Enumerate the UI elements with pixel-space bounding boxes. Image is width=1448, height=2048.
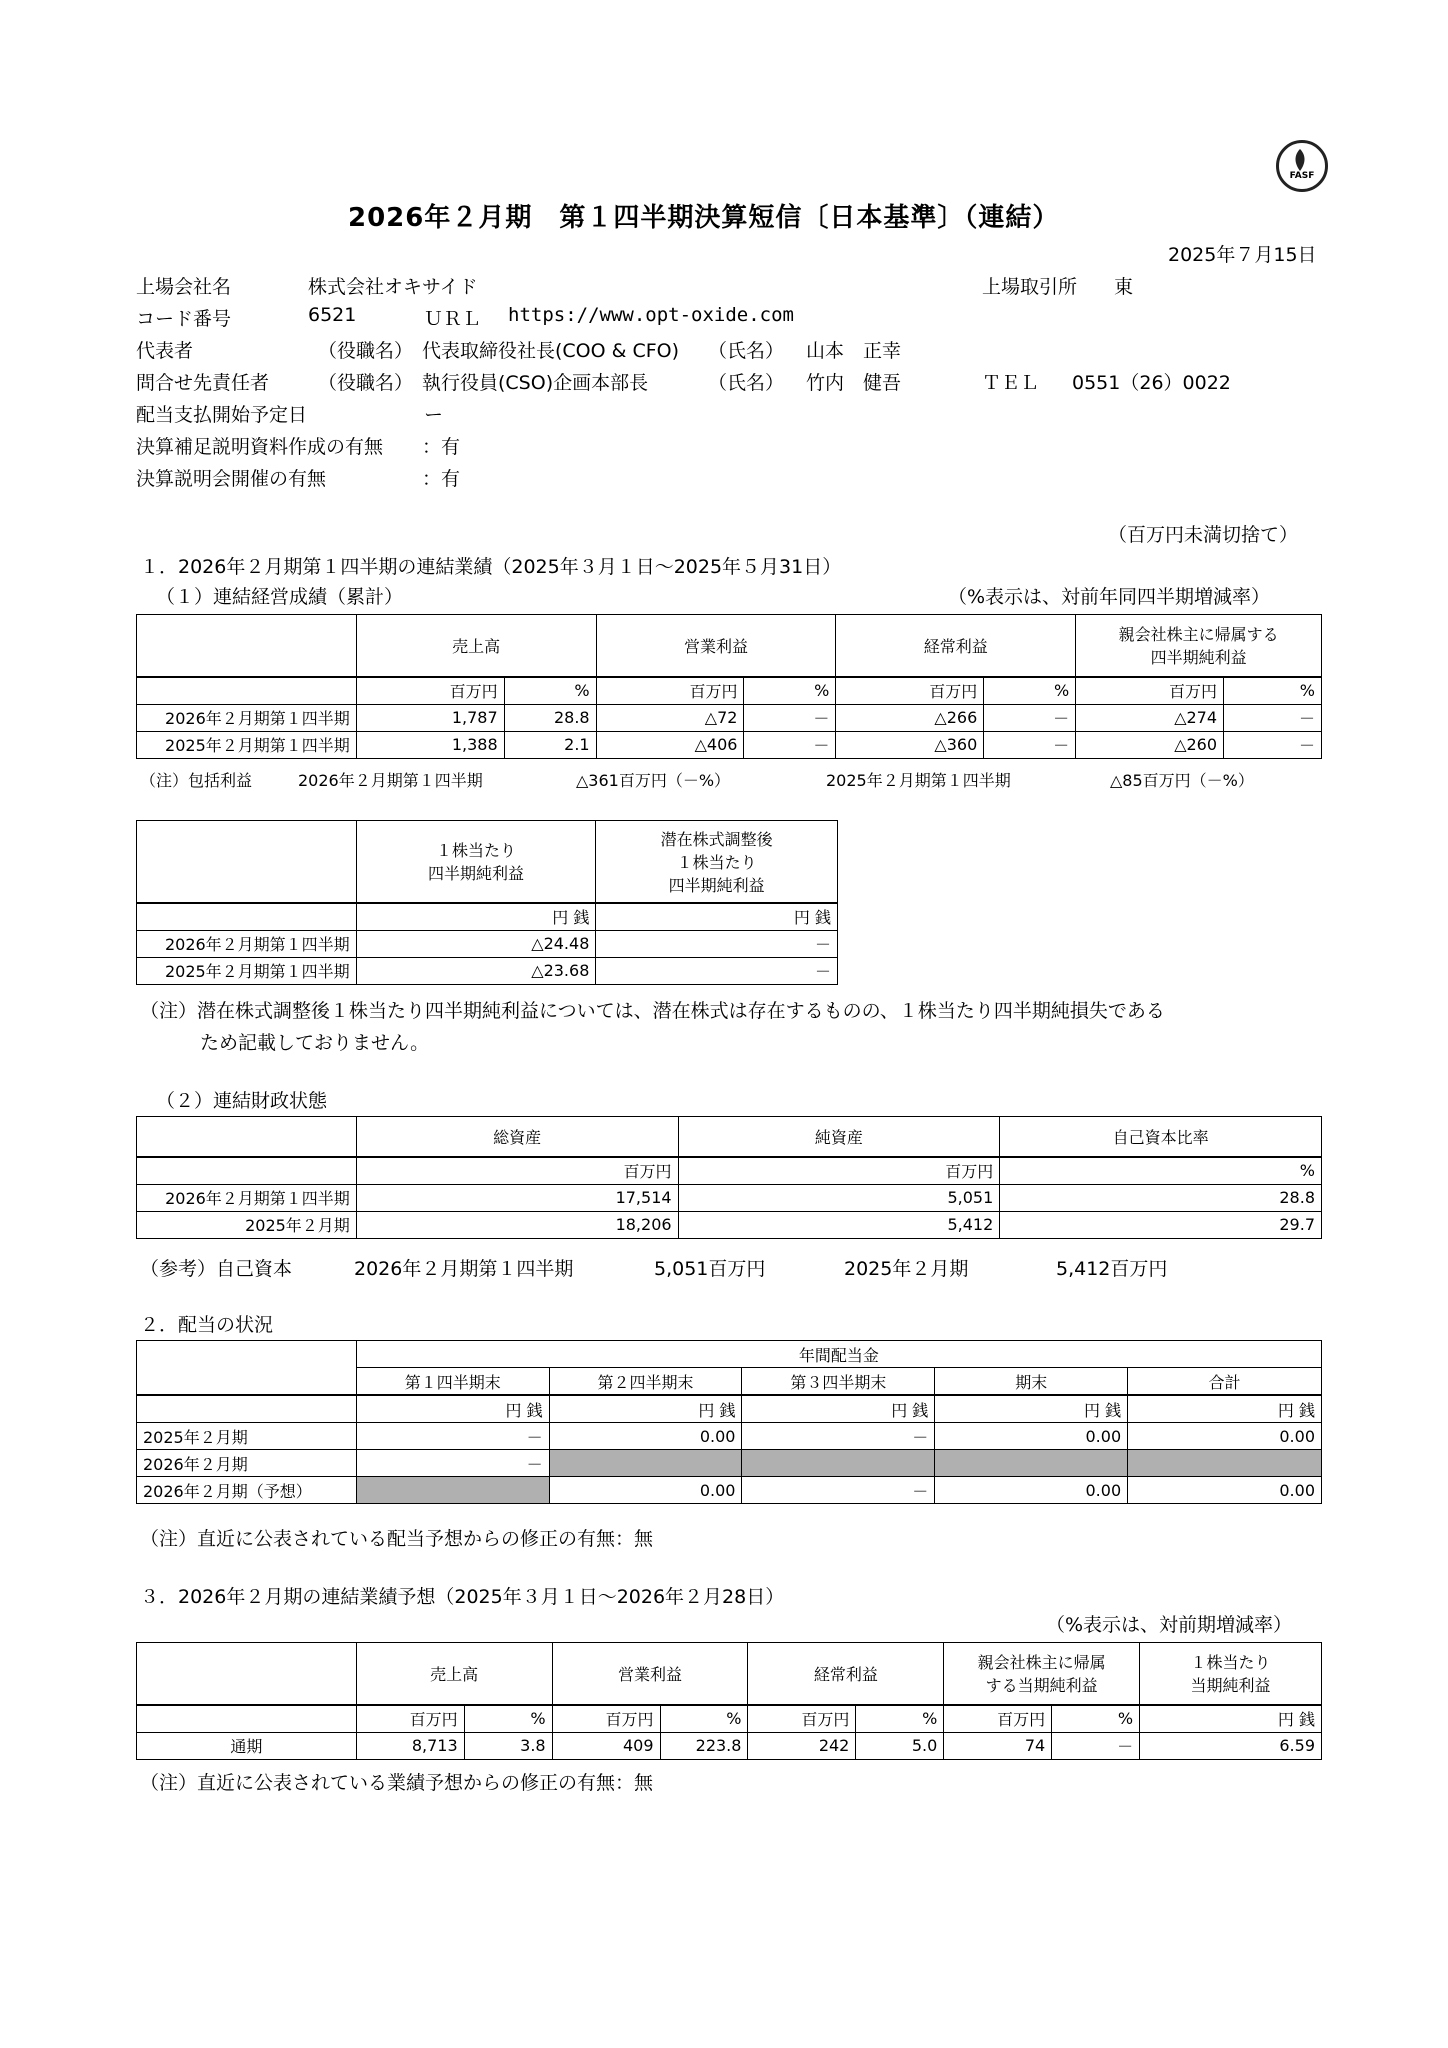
contact-title-label: （役職名） [318, 372, 414, 394]
unit-cell: 円 銭 [1128, 1395, 1322, 1423]
value-cell: △23.68 [356, 957, 596, 984]
code: 6521 [308, 304, 357, 326]
row-label: 2026年２月期第１四半期 [137, 930, 357, 957]
rep-name-label: （氏名） [708, 340, 785, 362]
header-blank [137, 1643, 357, 1705]
header-net-assets: 純資産 [678, 1117, 1000, 1157]
shaded-cell [742, 1450, 935, 1477]
value-cell: 223.8 [660, 1732, 748, 1759]
report-date: 2025年７月15日 [1168, 244, 1317, 266]
header-ord-profit: 経常利益 [836, 615, 1076, 677]
row-label: 2025年２月期第１四半期 [137, 731, 357, 758]
value-cell: － [742, 1423, 935, 1450]
ref-value2: 5,412百万円 [1056, 1258, 1168, 1280]
value-cell: 5,412 [678, 1211, 1000, 1238]
exchange: 東 [1114, 276, 1134, 298]
contact-title: 執行役員(CSO)企画本部長 [422, 372, 649, 394]
unit-cell: % [744, 677, 836, 705]
header-total-assets: 総資産 [356, 1117, 678, 1157]
header-net-profit-line1: 親会社株主に帰属 [977, 1653, 1106, 1673]
header-blank [137, 1117, 357, 1157]
contact-name: 竹内 健吾 [806, 372, 902, 394]
fasf-logo [1276, 140, 1328, 192]
row-label: 2026年２月期第１四半期 [137, 1184, 357, 1211]
value-cell: 1,787 [356, 704, 504, 731]
value-cell: － [596, 957, 838, 984]
unit-cell: 百万円 [356, 1157, 678, 1185]
exchange-label: 上場取引所 [982, 276, 1078, 298]
value-cell: △360 [836, 731, 984, 758]
supp-label: 決算補足説明資料作成の有無 [136, 436, 384, 458]
eps-note-line1: （注）潜在株式調整後１株当たり四半期純利益については、潜在株式は存在するものの、１株当たり四半期純損失である [140, 1000, 1165, 1022]
row-label: 2025年２月期第１四半期 [137, 957, 357, 984]
unit-cell: 円 銭 [596, 903, 838, 931]
header-eps [356, 821, 596, 903]
unit-cell: % [660, 1705, 748, 1733]
tel-label: ＴＥＬ [982, 372, 1040, 394]
value-cell: 8,713 [356, 1732, 464, 1759]
dividend-table [136, 1340, 1322, 1504]
unit-cell: % [984, 677, 1076, 705]
value-cell: － [984, 704, 1076, 731]
sec1-sub1: （１）連結経営成績（累計） [156, 586, 404, 608]
sec1-title: １．2026年２月期第１四半期の連結業績（2025年３月１日～2025年５月31日） [140, 556, 842, 578]
value-cell: 5,051 [678, 1184, 1000, 1211]
header-diluted-line2: １株当たり [676, 852, 757, 872]
supp-value: ：有 [422, 436, 461, 458]
header-net-profit-line2: する当期純利益 [985, 1676, 1098, 1696]
comp-income-cur-period: 2026年２月期第１四半期 [298, 771, 483, 790]
header-net-profit-line2: 四半期純利益 [1150, 648, 1247, 668]
unit-cell: % [1000, 1157, 1322, 1185]
contact-name-label: （氏名） [708, 372, 785, 394]
unit-cell: 円 銭 [742, 1395, 935, 1423]
value-cell: 0.00 [1128, 1423, 1322, 1450]
company-name: 株式会社オキサイド [308, 276, 478, 298]
value-cell: 29.7 [1000, 1211, 1322, 1238]
sec3-note-top: （%表示は、対前期増減率） [1046, 1614, 1293, 1636]
value-cell: 6.59 [1140, 1732, 1322, 1759]
value-cell: 17,514 [356, 1184, 678, 1211]
eps-table [136, 820, 838, 985]
ref-label: （参考）自己資本 [140, 1258, 293, 1280]
rep-label: 代表者 [136, 340, 194, 362]
header-blank [137, 821, 357, 903]
value-cell: － [1052, 1732, 1140, 1759]
ref-period2: 2025年２月期 [844, 1258, 969, 1280]
value-cell: － [1224, 731, 1322, 758]
dividend-date: ー [424, 404, 444, 426]
comp-income-prev-value: △85百万円（－%） [1110, 771, 1254, 790]
unit-row-blank [137, 1157, 357, 1185]
unit-cell: % [464, 1705, 552, 1733]
value-cell: 5.0 [856, 1732, 944, 1759]
sec3-title: ３．2026年２月期の連結業績予想（2025年３月１日～2026年２月28日） [140, 1586, 785, 1608]
comp-income-prev-period: 2025年２月期第１四半期 [826, 771, 1011, 790]
value-cell: 0.00 [1128, 1477, 1322, 1504]
value-cell: △260 [1076, 731, 1224, 758]
sec1-sub1-note: （%表示は、対前年同四半期増減率） [948, 586, 1271, 608]
unit-cell: 円 銭 [356, 1395, 549, 1423]
value-cell: △274 [1076, 704, 1224, 731]
header-op-profit: 営業利益 [552, 1643, 748, 1705]
header-eps [1140, 1643, 1322, 1705]
value-cell: △406 [596, 731, 744, 758]
forecast-table [136, 1642, 1322, 1760]
rep-title-label: （役職名） [318, 340, 414, 362]
row-label: 2026年２月期 [137, 1450, 357, 1477]
value-cell: 0.00 [935, 1423, 1128, 1450]
sec2-note: （注）直近に公表されている配当予想からの修正の有無：無 [140, 1528, 654, 1550]
value-cell: △72 [596, 704, 744, 731]
row-label: 2026年２月期第１四半期 [137, 704, 357, 731]
header-diluted-line3: 四半期純利益 [668, 875, 765, 895]
value-cell: 409 [552, 1732, 660, 1759]
header-eps-line1: １株当たり [1190, 1653, 1271, 1673]
ref-period1: 2026年２月期第１四半期 [354, 1258, 574, 1280]
url-label: ＵＲＬ [424, 308, 482, 330]
unit-cell: 円 銭 [549, 1395, 742, 1423]
value-cell: △266 [836, 704, 984, 731]
unit-cell: 百万円 [748, 1705, 856, 1733]
unit-note: （百万円未満切捨て） [1108, 524, 1299, 546]
briefing-value: ：有 [422, 468, 461, 490]
value-cell: 0.00 [935, 1477, 1128, 1504]
header-q3: 第３四半期末 [742, 1368, 935, 1396]
unit-cell: 百万円 [678, 1157, 1000, 1185]
value-cell: － [744, 731, 836, 758]
unit-cell: 円 銭 [356, 903, 596, 931]
comp-income-cur-value: △361百万円（－%） [576, 771, 731, 790]
rep-title: 代表取締役社長(COO & CFO) [422, 340, 680, 362]
code-label: コード番号 [136, 308, 232, 330]
unit-cell: 百万円 [1076, 677, 1224, 705]
unit-cell: 百万円 [356, 677, 504, 705]
header-eps-line2: 四半期純利益 [428, 864, 525, 884]
header-sales: 売上高 [356, 1643, 552, 1705]
header-q2: 第２四半期末 [549, 1368, 742, 1396]
header-diluted-line1: 潜在株式調整後 [660, 829, 773, 849]
value-cell: 18,206 [356, 1211, 678, 1238]
value-cell: 3.8 [464, 1732, 552, 1759]
shaded-cell [1128, 1450, 1322, 1477]
unit-cell: 百万円 [836, 677, 984, 705]
sec1-sub2: （２）連結財政状態 [156, 1090, 328, 1112]
unit-cell: 百万円 [552, 1705, 660, 1733]
shaded-cell [935, 1450, 1128, 1477]
unit-row-blank [137, 677, 357, 705]
value-cell: － [742, 1477, 935, 1504]
value-cell: － [596, 930, 838, 957]
unit-row-blank [137, 1705, 357, 1733]
unit-cell: % [504, 677, 596, 705]
header-eps-line2: 当期純利益 [1190, 1676, 1271, 1696]
header-sales: 売上高 [356, 615, 596, 677]
value-cell: 2.1 [504, 731, 596, 758]
value-cell: － [744, 704, 836, 731]
header-net-profit [1076, 615, 1322, 677]
unit-cell: 百万円 [596, 677, 744, 705]
value-cell: △24.48 [356, 930, 596, 957]
unit-cell: % [1224, 677, 1322, 705]
header-net-profit-line1: 親会社株主に帰属する [1118, 625, 1279, 645]
header-blank [137, 1341, 357, 1396]
header-net-profit [944, 1643, 1140, 1705]
value-cell: － [356, 1423, 549, 1450]
row-label: 2026年２月期（予想） [137, 1477, 357, 1504]
logo-text: FASF [1289, 171, 1315, 181]
page-title: 2026年２月期 第１四半期決算短信〔日本基準〕（連結） [348, 203, 1060, 233]
row-label: 通期 [137, 1732, 357, 1759]
sec3-note: （注）直近に公表されている業績予想からの修正の有無：無 [140, 1772, 654, 1794]
value-cell: － [1224, 704, 1322, 731]
header-annual-dividend: 年間配当金 [356, 1341, 1321, 1368]
operating-results-table [136, 614, 1322, 759]
value-cell: 0.00 [549, 1423, 742, 1450]
tel: 0551（26）0022 [1072, 372, 1231, 394]
dividend-date-label: 配当支払開始予定日 [136, 404, 308, 426]
header-blank [137, 615, 357, 677]
header-equity-ratio: 自己資本比率 [1000, 1117, 1322, 1157]
unit-cell: 円 銭 [935, 1395, 1128, 1423]
value-cell: 1,388 [356, 731, 504, 758]
value-cell: 28.8 [1000, 1184, 1322, 1211]
financial-position-table [136, 1116, 1322, 1239]
row-label: 2025年２月期 [137, 1211, 357, 1238]
value-cell: 28.8 [504, 704, 596, 731]
header-ord-profit: 経常利益 [748, 1643, 944, 1705]
value-cell: － [356, 1450, 549, 1477]
eps-note-line2: ため記載しておりません。 [200, 1032, 430, 1054]
leaf-icon [1292, 149, 1308, 171]
unit-cell: 百万円 [356, 1705, 464, 1733]
header-op-profit: 営業利益 [596, 615, 836, 677]
header-q1: 第１四半期末 [356, 1368, 549, 1396]
sec2-title: ２．配当の状況 [140, 1314, 274, 1336]
unit-row-blank [137, 1395, 357, 1423]
company-name-label: 上場会社名 [136, 276, 232, 298]
ref-value1: 5,051百万円 [654, 1258, 766, 1280]
header-year-end: 期末 [935, 1368, 1128, 1396]
value-cell: 0.00 [549, 1477, 742, 1504]
comp-income-label: （注）包括利益 [140, 771, 253, 790]
header-eps-line1: １株当たり [436, 841, 517, 861]
briefing-label: 決算説明会開催の有無 [136, 468, 327, 490]
header-diluted-eps [596, 821, 838, 903]
row-label: 2025年２月期 [137, 1423, 357, 1450]
unit-cell: % [1052, 1705, 1140, 1733]
contact-label: 問合せ先責任者 [136, 372, 270, 394]
header-total: 合計 [1128, 1368, 1322, 1396]
value-cell: 74 [944, 1732, 1052, 1759]
url-link[interactable]: https://www.opt-oxide.com [508, 304, 794, 326]
value-cell: 242 [748, 1732, 856, 1759]
shaded-cell [356, 1477, 549, 1504]
unit-cell: % [856, 1705, 944, 1733]
unit-row-blank [137, 903, 357, 931]
value-cell: － [984, 731, 1076, 758]
unit-cell: 百万円 [944, 1705, 1052, 1733]
unit-cell: 円 銭 [1140, 1705, 1322, 1733]
shaded-cell [549, 1450, 742, 1477]
rep-name: 山本 正幸 [806, 340, 902, 362]
